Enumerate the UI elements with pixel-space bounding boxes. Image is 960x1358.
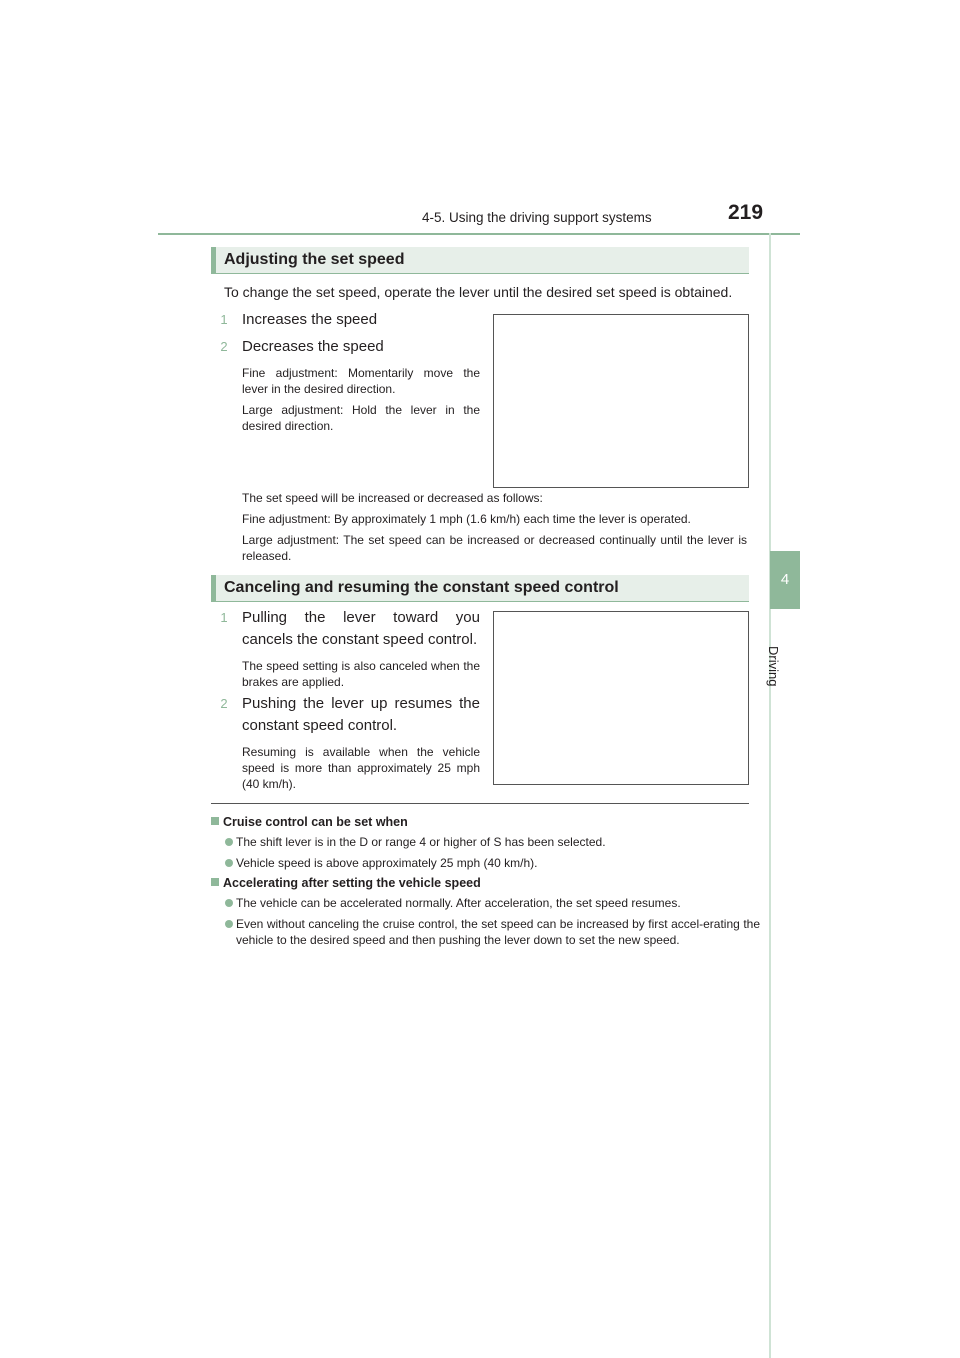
large-adjustment-note: Large adjustment: Hold the lever in the desired direction.	[242, 403, 480, 433]
lever-figure-adjust	[493, 314, 749, 488]
page-number: 219	[728, 201, 764, 224]
step-text-resume: Pushing the lever up resumes the constant speed control.	[242, 695, 480, 734]
circle-bullet-icon	[225, 838, 233, 846]
step-number-1: 1	[220, 610, 228, 625]
set-speed-explanation: The set speed will be increased or decreased as follows:	[242, 491, 543, 505]
note-bullet: Even without canceling the cruise control, the set speed can be increased by first accel-erating the vehicle to the desired speed and then pushing the lever down to set the new speed.	[225, 916, 760, 948]
notes-rule	[211, 803, 749, 804]
section-heading-text: Adjusting the set speed	[224, 251, 405, 268]
large-adjustment-detail: Large adjustment: The set speed can be increased or decreased continually until the lever is released.	[242, 533, 747, 563]
circle-bullet-icon	[225, 859, 233, 867]
step-number-2: 2	[220, 696, 228, 711]
section-heading-adjusting	[211, 247, 749, 274]
chapter-label: Driving	[766, 646, 781, 687]
note-title: Accelerating after setting the vehicle speed	[211, 874, 751, 892]
note-bullet: Vehicle speed is above approximately 25 mph (40 km/h).	[225, 855, 751, 871]
cancel-note: The speed setting is also canceled when the brakes are applied.	[242, 659, 480, 689]
circle-bullet-icon	[225, 920, 233, 928]
note-bullet: The vehicle can be accelerated normally. After acceleration, the set speed resumes.	[225, 895, 751, 911]
fine-adjustment-detail: Fine adjustment: By approximately 1 mph (1.6 km/h) each time the lever is operated.	[242, 512, 691, 526]
step-text-cancel: Pulling the lever toward you cancels the constant speed control.	[242, 609, 480, 648]
section-intro: To change the set speed, operate the lever until the desired set speed is obtained.	[224, 284, 733, 300]
header-rule	[158, 233, 800, 235]
step-text-decrease: Decreases the speed	[242, 338, 384, 355]
square-bullet-icon	[211, 817, 219, 825]
section-heading-canceling	[211, 575, 749, 602]
circle-bullet-icon	[225, 899, 233, 907]
lever-figure-cancel	[493, 611, 749, 785]
note-bullet: The shift lever is in the D or range 4 or higher of S has been selected.	[225, 834, 751, 850]
note-title: Cruise control can be set when	[211, 813, 751, 831]
notes-block	[211, 813, 760, 948]
section-heading-text: Canceling and resuming the constant speed control	[224, 579, 619, 596]
step-number-2: 2	[220, 339, 228, 354]
side-tab-line	[769, 233, 771, 1358]
chapter-tab: 4	[770, 551, 800, 609]
resume-note: Resuming is available when the vehicle speed is more than approximately 25 mph (40 km/h).	[242, 745, 480, 791]
step-text-increase: Increases the speed	[242, 311, 378, 328]
section-title: 4-5. Using the driving support systems	[422, 210, 652, 225]
square-bullet-icon	[211, 878, 219, 886]
fine-adjustment-note: Fine adjustment: Momentarily move the lever in the desired direction.	[242, 366, 480, 396]
step-number-1: 1	[220, 312, 228, 327]
